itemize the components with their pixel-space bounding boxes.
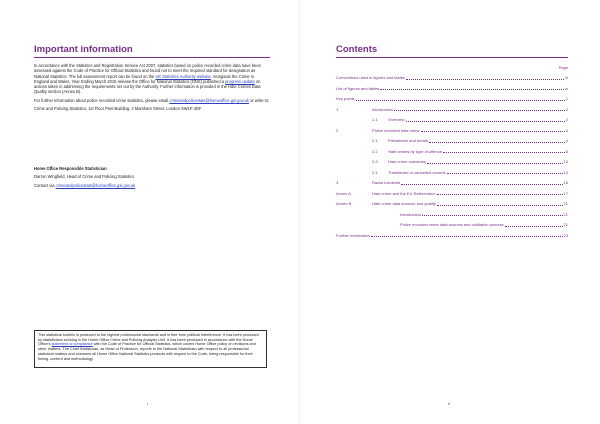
toc-entry[interactable]	[336, 128, 568, 139]
statistical-bulletin-box: This statistical bulletin is produced to the highest professional standards and is free from political interference. It has been produced by statisticians working in the Home Office Crime and Policing Analysis Unit. It has been produced in accordance with the Home Office's statement of compliance with the Code of Practice for Official Statistics, which covers Home Office policy on revisions and other matters. The Chief Statistician, as Head of Profession, reports to the National Statistician with respect to all professional statistical matters and oversees all Home Office National Statistics products with respect to the Code, being responsible for their timing, content and methodology.	[34, 330, 267, 368]
toc-leader-dots	[371, 236, 563, 237]
toc-entry-title: Further Information	[336, 232, 371, 238]
toc-entry-title: Key points	[336, 96, 355, 101]
toc-entry-page: 21	[563, 201, 568, 206]
toc-leader-dots	[380, 89, 564, 90]
toc-entry-page: 23	[563, 232, 568, 238]
statistician-heading: Home Office Responsible Statistician	[34, 166, 107, 171]
toc-entry-title: Hate crime outcomes	[388, 159, 426, 164]
statement-of-compliance-link[interactable]: statement of compliance	[51, 342, 93, 347]
toc-entry-page: 21	[563, 211, 568, 217]
toc-entry[interactable]	[336, 170, 568, 181]
toc-leader-dots	[505, 226, 563, 227]
toc-leader-dots	[443, 152, 565, 153]
toc-entry-page: 16	[563, 180, 568, 185]
statistician-block	[34, 166, 270, 191]
toc-leader-dots	[429, 142, 565, 143]
toc-entry-title: Overview	[388, 117, 405, 122]
toc-entry-title: Introduction	[372, 106, 393, 112]
toc-entry-page: 4	[565, 138, 568, 143]
toc-entry-number: 2.2	[372, 148, 378, 154]
toc-entry-title: Hate crime and the EU Referendum	[372, 190, 436, 196]
toc-entry-title: Racist Incidents	[372, 180, 401, 185]
toc-leader-dots	[437, 194, 563, 195]
toc-entry-page: iv	[565, 85, 568, 91]
toc-entry-title: Conventions used in figures and tables	[336, 75, 405, 80]
toc-entry-number: 2.4	[372, 169, 378, 175]
toc-entry-title: Police recorded hate crime	[372, 127, 420, 133]
toc-entry[interactable]	[336, 201, 568, 212]
toc-entry[interactable]	[336, 75, 568, 86]
progress-update-link[interactable]: progress update	[225, 78, 255, 84]
toc-leader-dots	[394, 110, 565, 111]
toc-entry-title: Hate crime data sources and quality	[372, 201, 436, 206]
toc-entry-page: 4	[565, 127, 568, 133]
further-info-paragraph: For further information about police recorded crime statistics, please email crimeandpolicestats@homeoffice.gsi.gov.uk or write to:	[34, 97, 270, 103]
page-title: Important information	[34, 44, 133, 55]
toc-entry-page: 10	[563, 159, 568, 164]
toc-entry-number: 2	[336, 127, 339, 133]
toc-entry[interactable]	[336, 138, 568, 149]
toc-entry-title: Transferred or cancelled records	[388, 169, 446, 175]
title-rule	[34, 57, 270, 58]
toc-entry-page: 14	[563, 169, 568, 175]
toc-entry-page: 2	[565, 106, 568, 112]
toc-entry-number: 3	[336, 180, 339, 185]
table-of-contents	[336, 75, 568, 243]
toc-entry-title: List of figures and tables	[336, 85, 380, 91]
contents-title: Contents	[336, 44, 378, 55]
toc-entry-page: 1	[565, 96, 568, 101]
toc-leader-dots	[401, 184, 563, 185]
address-paragraph: Crime and Policing Statistics, 1st Floor Peel Building, 2 Marsham Street, London SW1P 4DF	[34, 106, 202, 112]
toc-entry[interactable]	[336, 159, 568, 170]
toc-entry[interactable]	[336, 191, 568, 202]
toc-entry-number: Annex B	[336, 201, 352, 206]
toc-leader-dots	[447, 173, 563, 174]
toc-entry[interactable]	[336, 233, 568, 244]
toc-entry-page: 6	[565, 148, 568, 154]
toc-entry[interactable]	[336, 96, 568, 107]
statistician-name: Darron Wingfield, Head of Crime and Policing Statistics	[34, 174, 135, 180]
toc-entry-page: 21	[563, 222, 568, 227]
toc-entry[interactable]	[336, 149, 568, 160]
contact-email-link[interactable]: crimeandpolicestats@homeoffice.gsi.gov.uk	[55, 182, 136, 188]
title-rule	[336, 57, 568, 58]
toc-entry[interactable]	[336, 212, 568, 223]
toc-entry-number: 1.1	[372, 117, 378, 122]
toc-entry-title: Prevalence and trends	[388, 138, 429, 143]
toc-entry-page: iii	[565, 75, 568, 80]
toc-entry[interactable]	[336, 180, 568, 191]
page-number: ii	[448, 401, 450, 406]
toc-entry-title: Police recorded crime data sources and validation process	[400, 222, 504, 227]
uk-statistics-authority-link[interactable]: UK Statistics Authority website	[155, 73, 211, 79]
contact-line: Contact via crimeandpolicestats@homeoffice.gsi.gov.uk	[34, 182, 136, 188]
email-link[interactable]: crimeandpolicestats@homeoffice.gsi.gov.uk	[169, 97, 249, 103]
assessment-paragraph: In accordance with the Statistics and Registration Service Act 2007, statistics based on police recorded crime data have been assessed against the Code of Practice for Official Statistics and found not to meet the required standard for designation as National Statistics. The full assessment report can be found on the UK Statistics Authority website. Alongside the Crime in England and Wales, Year Ending March 2015 release the Office for National Statistics (ONS) published a progress update on actions taken in addressing the requirements set out by the Authority. Further information is provided in the Hate Crimes Data Quality section (Annex B).	[34, 63, 261, 95]
toc-leader-dots	[427, 163, 563, 164]
toc-entry-page: 2	[565, 117, 568, 122]
toc-entry-number: 2.3	[372, 159, 378, 164]
toc-entry[interactable]	[336, 117, 568, 128]
toc-entry-number: 1	[336, 106, 339, 112]
intro-text	[34, 63, 270, 114]
toc-entry-page: 17	[563, 190, 568, 196]
toc-leader-dots	[406, 121, 565, 122]
toc-entry-number: 2.1	[372, 138, 378, 143]
toc-entry-number: Annex A	[336, 190, 351, 196]
toc-entry[interactable]	[336, 222, 568, 233]
toc-entry[interactable]	[336, 107, 568, 118]
toc-leader-dots	[421, 131, 565, 132]
toc-entry[interactable]	[336, 86, 568, 97]
toc-leader-dots	[356, 100, 565, 101]
toc-entry-title: Introduction	[400, 211, 421, 217]
toc-leader-dots	[406, 79, 564, 80]
right-page	[300, 0, 600, 424]
toc-leader-dots	[437, 205, 563, 206]
page-number: i	[147, 401, 148, 406]
page-column-label: Page	[558, 65, 568, 70]
toc-leader-dots	[422, 215, 563, 216]
toc-entry-title: Hate crimes by type of offence	[388, 148, 442, 154]
